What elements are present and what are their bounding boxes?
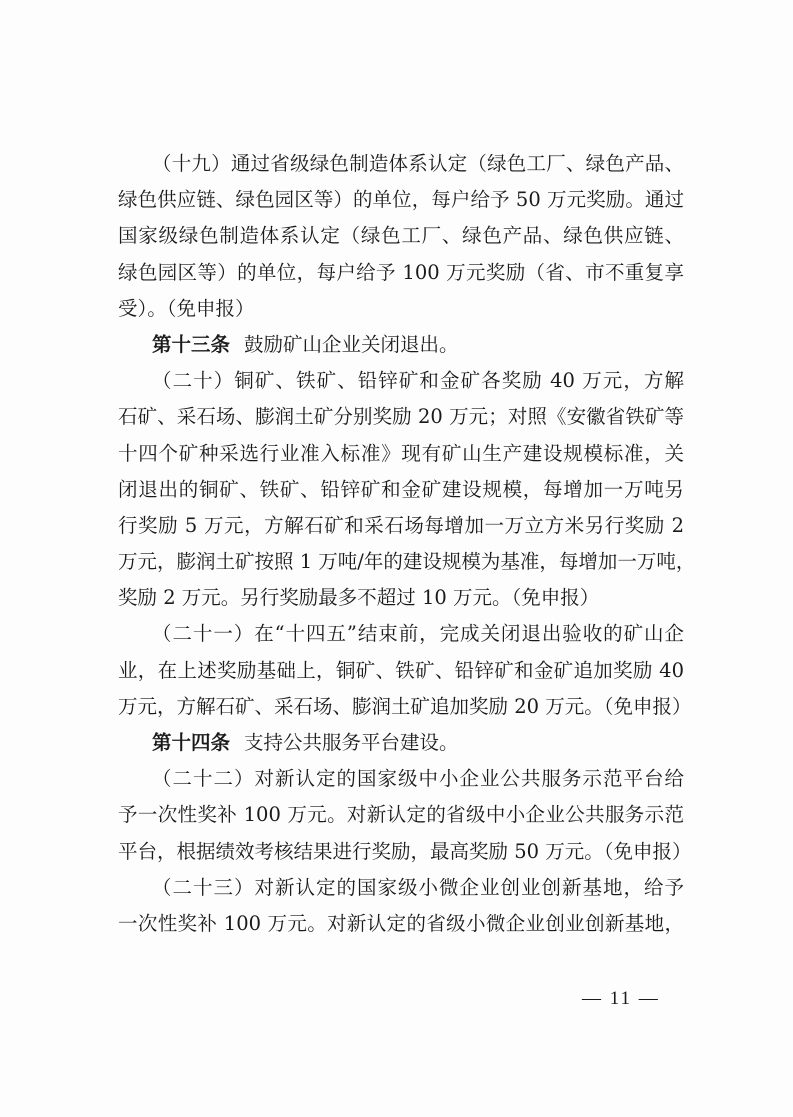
text-line: 业，在上述奖励基础上，铜矿、铁矿、铅锌矿和金矿追加奖励 40 — [118, 658, 684, 682]
text-line: 石矿、采石场、膨润土矿分别奖励 20 万元；对照《安徽省铁矿等 — [118, 405, 684, 429]
article-number: 第十四条 — [152, 731, 231, 754]
text-line: （二十二）对新认定的国家级中小企业公共服务示范平台给 — [152, 767, 684, 791]
article-number: 第十三条 — [152, 332, 231, 356]
text-line: 万元，方解石矿、采石场、膨润土矿追加奖励 20 万元。（免申报） — [118, 694, 692, 718]
document-body — [118, 146, 696, 942]
text-line: 绿色园区等）的单位，每户给予 100 万元奖励（省、市不重复享 — [118, 260, 684, 284]
text-line: （十九）通过省级绿色制造体系认定（绿色工厂、绿色产品、 — [152, 152, 684, 175]
text-line: 一次性奖补 100 万元。对新认定的省级小微企业创业创新基地， — [118, 911, 684, 935]
text-line: 奖励 2 万元。另行奖励最多不超过 10 万元。（免申报） — [118, 586, 600, 610]
article-title: 鼓励矿山企业关闭退出。 — [244, 332, 459, 356]
text-line: 予一次性奖补 100 万元。对新认定的省级中小企业公共服务示范 — [118, 803, 684, 827]
text-line: 十四个矿种采选行业准入标准》现有矿山生产建设规模标准，关 — [118, 441, 684, 465]
text-line: （二十）铜矿、铁矿、铅锌矿和金矿各奖励 40 万元，方解 — [152, 369, 684, 393]
article-heading — [118, 327, 684, 363]
article-heading — [118, 725, 684, 761]
text-line: 万元，膨润土矿按照 1 万吨/年的建设规模为基准，每增加一万吨， — [118, 550, 696, 574]
text-line: 绿色供应链、绿色园区等）的单位，每户给予 50 万元奖励。通过 — [118, 188, 684, 212]
text-line: 国家级绿色制造体系认定（绿色工厂、绿色产品、绿色供应链、 — [118, 224, 684, 248]
text-line: 闭退出的铜矿、铁矿、铅锌矿和金矿建设规模，每增加一万吨另 — [118, 477, 684, 501]
text-line: （二十一）在“十四五”结束前，完成关闭退出验收的矿山企 — [152, 622, 684, 646]
text-line: 行奖励 5 万元，方解石矿和采石场每增加一万立方米另行奖励 2 — [118, 513, 684, 537]
text-line: （二十三）对新认定的国家级小微企业创业创新基地，给予 — [152, 875, 684, 899]
text-line: 受）。（免申报） — [118, 296, 255, 320]
page-number: — 11 — — [582, 988, 660, 1009]
article-title: 支持公共服务平台建设。 — [244, 731, 459, 754]
text-line: 平台，根据绩效考核结果进行奖励，最高奖励 50 万元。（免申报） — [118, 839, 692, 863]
